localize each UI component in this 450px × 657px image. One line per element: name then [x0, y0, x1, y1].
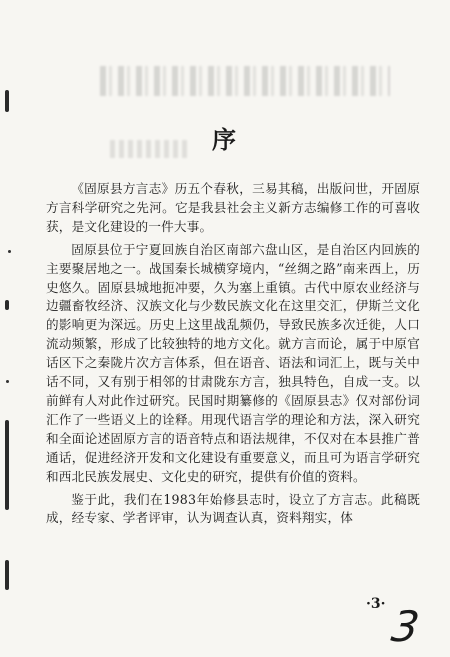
paragraph: 《固原县方言志》历五个春秋，三易其稿，出版问世，开固原方言科学研究之先河。它是我县社会主义新方志编修工作的可喜收获，是文化建设的一件大事。	[46, 181, 420, 234]
bleed-through-marks-secondary	[110, 140, 190, 158]
page-number: ·3·	[366, 596, 386, 612]
paragraph: 鉴于此，我们在1983年始修县志时，设立了方言志。此稿既成，经专家、学者评审，认为调查认真，资料翔实，体	[46, 491, 420, 526]
binding-mark	[5, 560, 9, 590]
binding-mark	[5, 90, 9, 112]
speck	[6, 380, 9, 383]
handwritten-page-number: 3	[388, 602, 423, 651]
bleed-through-marks	[100, 66, 390, 96]
binding-mark	[5, 300, 9, 310]
speck	[8, 250, 11, 253]
paragraph: 固原县位于宁夏回族自治区南部六盘山区，是自治区内回族的主要聚居地之一。战国秦长城横穿境内，“丝绸之路”南来西上，历史悠久。固原县城地扼冲要，久为塞上重镇。古代中原农业经济与边疆畜牧经济、汉族文化与少数民族文化在这里交汇，伊斯兰文化的影响更为深远。历史上这里战乱频仍，导致民族多次迁徙，人口流动频繁，形成了比较独特的地方文化。就方言而论，属于中原官话区下之秦陇片次方言体系，但在语音、语法和词汇上，既与关中话不同，又有别于相邻的甘肃陇东方言，独具特色，自成一支。以前鲜有人对此作过研究。民国时期纂修的《固原县志》仅对部份词汇作了一些语义上的诠释。用现代语言学的理论和方法，深入研究和全面论述固原方言的语音特点和语法规律，不仅对在本县推广普通话，促进经济开发和文化建设有重要意义，而且可为语言学研究和西北民族发展史、文化史的研究，提供有价值的资料。	[46, 241, 420, 484]
binding-mark	[5, 420, 9, 510]
body-text	[46, 180, 420, 532]
page-title: 序	[212, 125, 238, 154]
